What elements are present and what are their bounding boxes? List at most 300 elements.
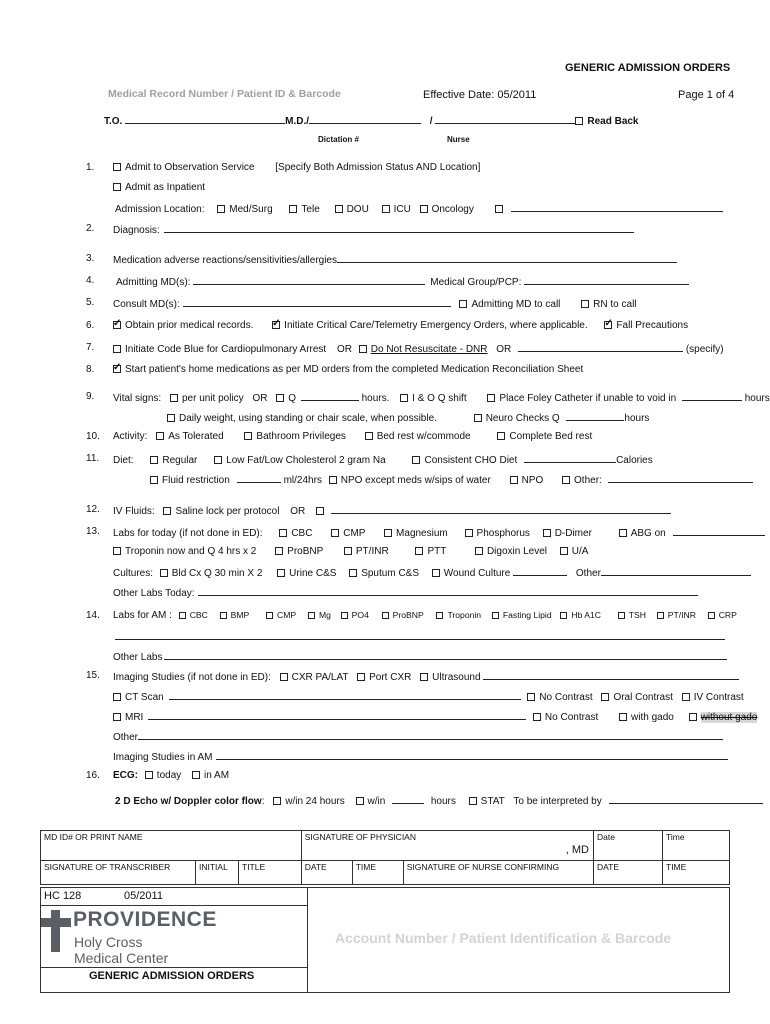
- item-15: [113, 670, 739, 683]
- cmp-checkbox[interactable]: [331, 529, 339, 537]
- mri-no-contrast-checkbox[interactable]: [533, 713, 541, 721]
- am-fasting-lipid-checkbox[interactable]: [492, 612, 499, 619]
- admitting-md-label: Admitting MD(s):: [116, 277, 191, 288]
- physician-signature-label: SIGNATURE OF PHYSICIAN: [304, 832, 416, 842]
- item-9: [113, 391, 770, 404]
- hours-label: hours: [744, 393, 770, 404]
- item-6: [113, 320, 688, 331]
- allergies-field[interactable]: [337, 253, 677, 263]
- am-pt-inr-label: PT/INR: [667, 610, 696, 620]
- other-labs-today-field[interactable]: [198, 586, 698, 596]
- nurse-signature-label: SIGNATURE OF NURSE CONFIRMING: [406, 862, 560, 872]
- rn-to-call-label: RN to call: [593, 299, 637, 310]
- wound-culture-label: Wound Culture: [443, 568, 511, 579]
- vitals-q-checkbox[interactable]: [276, 394, 284, 402]
- item-15e: [113, 750, 728, 763]
- time-cell[interactable]: [663, 831, 730, 861]
- admission-location-row: [115, 202, 723, 215]
- specify-status-note: [Specify Both Admission Status AND Location]: [275, 162, 481, 173]
- other-diet-label: Other:: [574, 475, 602, 486]
- with-gado-checkbox[interactable]: [619, 713, 627, 721]
- item-12: [113, 504, 671, 517]
- obtain-records-checkbox[interactable]: [113, 321, 121, 329]
- to-label: T.O.: [104, 116, 123, 127]
- or-label: OR: [337, 344, 352, 355]
- item-13b: [113, 546, 588, 557]
- bed-rest-commode-checkbox[interactable]: [365, 432, 373, 440]
- per-unit-label: per unit policy: [181, 393, 244, 404]
- consult-md-label: Consult MD(s):: [113, 299, 180, 310]
- fall-precautions-label: Fall Precautions: [616, 320, 689, 331]
- diagnosis-label: Diagnosis:: [113, 225, 160, 236]
- bld-cx-label: Bld Cx Q 30 min X 2: [171, 568, 263, 579]
- item-4: [116, 275, 689, 288]
- probnp-label: ProBNP: [287, 546, 324, 557]
- d-dimer-checkbox[interactable]: [543, 529, 551, 537]
- effective-date: Effective Date: 05/2011: [423, 89, 537, 101]
- foley-hours-field[interactable]: [682, 391, 742, 401]
- time3-cell[interactable]: [663, 861, 730, 885]
- item-number: 16.: [86, 770, 100, 781]
- code-blue-checkbox[interactable]: [113, 345, 121, 353]
- urine-cs-label: Urine C&S: [289, 568, 337, 579]
- bathroom-checkbox[interactable]: [244, 432, 252, 440]
- magnesium-checkbox[interactable]: [384, 529, 392, 537]
- time-label: Time: [666, 832, 685, 842]
- cultures-label: Cultures:: [113, 568, 154, 579]
- transcriber-label: SIGNATURE OF TRANSCRIBER: [44, 862, 171, 872]
- calories-field[interactable]: [524, 453, 616, 463]
- home-meds-label: Start patient's home medications as per MD orders from the completed Medication Reconciliation Sheet: [125, 364, 584, 375]
- item-number: 6.: [86, 320, 95, 331]
- ecg-today-label: today: [156, 770, 182, 781]
- interpreted-by-label: To be interpreted by: [513, 796, 602, 807]
- digoxin-label: Digoxin Level: [486, 546, 547, 557]
- item-number: 12.: [86, 504, 100, 515]
- cxr-label: CXR PA/LAT: [291, 672, 349, 683]
- imaging-am-field[interactable]: [216, 750, 728, 760]
- item-14: [113, 610, 737, 621]
- account-placeholder: Account Number / Patient Identification & Barcode: [335, 930, 672, 946]
- dictation-label: Dictation #: [318, 135, 359, 144]
- brand-name: PROVIDENCE: [73, 908, 217, 931]
- ct-scan-field[interactable]: [169, 690, 521, 700]
- md-suffix: , MD: [565, 844, 589, 856]
- phosphorus-label: Phosphorus: [476, 528, 530, 539]
- vitals-q-field[interactable]: [301, 391, 359, 401]
- regular-diet-checkbox[interactable]: [150, 456, 158, 464]
- pt-inr-checkbox[interactable]: [344, 547, 352, 555]
- physician-signature-cell[interactable]: [301, 831, 593, 861]
- complete-bed-rest-label: Complete Bed rest: [509, 431, 593, 442]
- bathroom-label: Bathroom Privileges: [256, 431, 346, 442]
- stat-label: STAT: [480, 796, 505, 807]
- item-number: 2.: [86, 223, 95, 234]
- npo-except-checkbox[interactable]: [329, 476, 337, 484]
- item-number: 7.: [86, 342, 95, 353]
- echo-label: 2 D Echo w/ Doppler color flow: [115, 796, 262, 807]
- neuro-checks-field[interactable]: [566, 411, 624, 421]
- read-back-checkbox[interactable]: [575, 117, 583, 125]
- facility-section: [41, 888, 308, 992]
- fluid-restriction-label: Fluid restriction: [162, 475, 230, 486]
- am-po4-label: PO4: [351, 610, 369, 620]
- code-status-other-field[interactable]: [518, 342, 683, 352]
- admit-inpatient-row: [113, 182, 205, 193]
- date3-cell[interactable]: [594, 861, 663, 885]
- troponin-label: Troponin now and Q 4 hrs x 2: [125, 546, 257, 557]
- port-cxr-checkbox[interactable]: [357, 673, 365, 681]
- ptt-checkbox[interactable]: [415, 547, 423, 555]
- ptt-label: PTT: [427, 546, 447, 557]
- nurse-label: Nurse: [447, 135, 470, 144]
- imaging-label: Imaging Studies (if not done in ED):: [113, 672, 271, 683]
- medical-group-field[interactable]: [524, 275, 689, 285]
- icu-label: ICU: [393, 204, 411, 215]
- am-troponin-checkbox[interactable]: [436, 612, 443, 619]
- am-crp-checkbox[interactable]: [708, 612, 715, 619]
- am-crp-label: CRP: [718, 610, 737, 620]
- item-number: 13.: [86, 526, 100, 537]
- mri-no-contrast-label: No Contrast: [544, 712, 599, 723]
- other-location-checkbox[interactable]: [495, 205, 503, 213]
- labs-today-label: Labs for today (if not done in ED):: [113, 528, 263, 539]
- am-cmp-label: CMP: [277, 610, 297, 620]
- or-label: OR: [496, 344, 512, 355]
- urine-cs-checkbox[interactable]: [277, 569, 285, 577]
- cmp-label: CMP: [343, 528, 366, 539]
- abg-label: ABG on: [630, 528, 666, 539]
- facility-line2: Medical Center: [74, 950, 169, 966]
- am-tsh-label: TSH: [628, 610, 646, 620]
- admit-obs-checkbox[interactable]: [113, 163, 121, 171]
- ua-label: U/A: [571, 546, 589, 557]
- port-cxr-label: Port CXR: [369, 672, 412, 683]
- time3-label: TIME: [666, 862, 687, 872]
- item-15b: [113, 690, 744, 703]
- admit-inpatient-checkbox[interactable]: [113, 183, 121, 191]
- am-fasting-lipid-label: Fasting Lipid: [502, 610, 552, 620]
- am-cmp-checkbox[interactable]: [266, 612, 273, 619]
- imaging-am-label: Imaging Studies in AM: [113, 752, 213, 763]
- ecg-label: ECG: [113, 770, 135, 781]
- item-number: 8.: [86, 364, 95, 375]
- am-labs-extra-line[interactable]: [115, 631, 725, 640]
- fluid-restriction-field[interactable]: [237, 473, 281, 483]
- hours-label: hours: [430, 796, 456, 807]
- oncology-label: Oncology: [431, 204, 474, 215]
- or-label: OR: [252, 393, 268, 404]
- icu-checkbox[interactable]: [382, 205, 390, 213]
- item-1: [113, 162, 480, 173]
- item-16: ECG: today in AM: [113, 770, 230, 781]
- consult-md-field[interactable]: [183, 297, 451, 307]
- form-code-row: [41, 888, 307, 906]
- cbc-label: CBC: [291, 528, 313, 539]
- iv-fluids-field[interactable]: [331, 504, 671, 514]
- date3-label: DATE: [597, 862, 620, 872]
- npo-label: NPO: [521, 475, 544, 486]
- read-back-label: Read Back: [587, 116, 639, 127]
- probnp-checkbox[interactable]: [275, 547, 283, 555]
- item-14b: [113, 650, 727, 663]
- daily-weight-checkbox[interactable]: [167, 414, 175, 422]
- diet-label: Diet:: [113, 455, 134, 466]
- mri-field[interactable]: [148, 710, 526, 720]
- initial-cell[interactable]: [196, 861, 239, 885]
- regular-label: Regular: [162, 455, 198, 466]
- other-imaging-field[interactable]: [138, 730, 723, 740]
- low-fat-checkbox[interactable]: [214, 456, 222, 464]
- form-code: HC 128: [44, 890, 82, 902]
- abg-checkbox[interactable]: [619, 529, 627, 537]
- am-po4-checkbox[interactable]: [341, 612, 348, 619]
- item-number: 4.: [86, 275, 95, 286]
- am-cbc-label: CBC: [189, 610, 208, 620]
- rn-to-call-checkbox[interactable]: [581, 300, 589, 308]
- item-number: 11.: [86, 453, 100, 464]
- bed-rest-commode-label: Bed rest w/commode: [376, 431, 471, 442]
- am-pt-inr-checkbox[interactable]: [657, 612, 664, 619]
- transcriber-cell[interactable]: [41, 861, 196, 885]
- mrn-placeholder: Medical Record Number / Patient ID & Barcode: [108, 88, 341, 100]
- mri-label: MRI: [125, 712, 144, 723]
- footer-form-name: GENERIC ADMISSION ORDERS: [89, 970, 255, 982]
- ct-scan-label: CT Scan: [125, 692, 164, 703]
- calories-label: Calories: [616, 455, 653, 466]
- iv-contrast-label: IV Contrast: [693, 692, 744, 703]
- magnesium-label: Magnesium: [396, 528, 448, 539]
- am-bmp-checkbox[interactable]: [220, 612, 227, 619]
- ultrasound-field[interactable]: [483, 670, 739, 680]
- foley-checkbox[interactable]: [487, 394, 495, 402]
- item-3: [113, 253, 677, 266]
- abg-field[interactable]: [673, 526, 765, 536]
- io-shift-checkbox[interactable]: [400, 394, 408, 402]
- sputum-cs-label: Sputum C&S: [361, 568, 420, 579]
- am-mg-checkbox[interactable]: [308, 612, 315, 619]
- item-8: [113, 364, 583, 375]
- saline-lock-label: Saline lock per protocol: [175, 506, 280, 517]
- daily-weight-label: Daily weight, using standing or chair scale, when possible.: [179, 413, 437, 424]
- with-gado-label: with gado: [631, 712, 674, 723]
- item-11: [113, 453, 653, 466]
- date-label: Date: [597, 832, 615, 842]
- tele-label: Tele: [301, 204, 320, 215]
- ultrasound-checkbox[interactable]: [420, 673, 428, 681]
- ultrasound-label: Ultrasound: [432, 672, 481, 683]
- complete-bed-rest-checkbox[interactable]: [497, 432, 505, 440]
- am-probnp-label: ProBNP: [392, 610, 424, 620]
- tele-checkbox[interactable]: [289, 205, 297, 213]
- echo-win-label: w/in: [367, 796, 386, 807]
- time2-label: TIME: [355, 862, 376, 872]
- other-location-field[interactable]: [511, 202, 723, 212]
- item-11b: [150, 473, 753, 486]
- neuro-checks-label: Neuro Checks Q: [485, 413, 560, 424]
- item-number: 10.: [86, 431, 100, 442]
- item-16b: 2 D Echo w/ Doppler color flow: w/in 24 hours w/in hours STAT To be interpreted by: [115, 794, 763, 807]
- am-mg-label: Mg: [318, 610, 331, 620]
- time2-cell[interactable]: [352, 861, 403, 885]
- saline-lock-checkbox[interactable]: [163, 507, 171, 515]
- footer-box: [40, 887, 730, 993]
- am-probnp-checkbox[interactable]: [382, 612, 389, 619]
- item-15c: [113, 710, 757, 723]
- admitting-to-call-label: Admitting MD to call: [471, 299, 561, 310]
- am-hba1c-checkbox[interactable]: [560, 612, 567, 619]
- other-labs-label: Other Labs: [113, 652, 163, 663]
- other-imaging-label: Other: [113, 732, 139, 743]
- dou-checkbox[interactable]: [335, 205, 343, 213]
- wound-culture-field[interactable]: [513, 566, 567, 576]
- other-diet-checkbox[interactable]: [562, 476, 570, 484]
- iv-fluids-label: IV Fluids:: [113, 506, 155, 517]
- vital-signs-label: Vital signs:: [113, 393, 162, 404]
- fluid-restriction-checkbox[interactable]: [150, 476, 158, 484]
- other-labs-today-label: Other Labs Today:: [113, 588, 195, 599]
- form-title: GENERIC ADMISSION ORDERS: [565, 62, 731, 74]
- bld-cx-checkbox[interactable]: [160, 569, 168, 577]
- am-hba1c-label: Hb A1C: [571, 610, 602, 620]
- signature-table: [40, 830, 730, 885]
- other-culture-label: Other: [575, 568, 601, 579]
- mri-checkbox[interactable]: [113, 713, 121, 721]
- dnr-checkbox[interactable]: [359, 345, 367, 353]
- admission-location-label: Admission Location:: [115, 204, 205, 215]
- other-culture-field[interactable]: [601, 566, 751, 576]
- q-label: Q: [288, 393, 297, 404]
- md-id-cell[interactable]: [41, 831, 302, 861]
- phosphorus-checkbox[interactable]: [465, 529, 473, 537]
- item-number: 1.: [86, 162, 95, 173]
- hours-label: hours: [624, 413, 650, 424]
- item-number: 9.: [86, 391, 95, 402]
- ecg-today-checkbox[interactable]: [145, 771, 153, 779]
- title-cell[interactable]: [239, 861, 302, 885]
- as-tolerated-checkbox[interactable]: [156, 432, 164, 440]
- item-2: [113, 223, 634, 236]
- oral-contrast-label: Oral Contrast: [613, 692, 673, 703]
- admitting-md-field[interactable]: [193, 275, 425, 285]
- telephone-order-line: [104, 114, 639, 127]
- other-diet-field[interactable]: [608, 473, 753, 483]
- item-number: 14.: [86, 610, 100, 621]
- cxr-checkbox[interactable]: [280, 673, 288, 681]
- am-troponin-label: Troponin: [447, 610, 482, 620]
- item-number: 5.: [86, 297, 95, 308]
- facility-line1: Holy Cross: [74, 934, 143, 950]
- ct-scan-checkbox[interactable]: [113, 693, 121, 701]
- specify-label: (specify): [685, 344, 724, 355]
- fall-precautions-checkbox[interactable]: [604, 321, 612, 329]
- cbc-checkbox[interactable]: [279, 529, 287, 537]
- io-shift-label: I & O Q shift: [412, 393, 467, 404]
- echo-win-checkbox[interactable]: [356, 797, 364, 805]
- med-surg-checkbox[interactable]: [217, 205, 225, 213]
- medical-group-label: Medical Group/PCP:: [430, 277, 522, 288]
- initial-label: INITIAL: [199, 862, 228, 872]
- activity-label: Activity:: [113, 431, 148, 442]
- am-tsh-checkbox[interactable]: [618, 612, 625, 619]
- obtain-records-label: Obtain prior medical records.: [125, 320, 254, 331]
- troponin-checkbox[interactable]: [113, 547, 121, 555]
- critical-care-checkbox[interactable]: [272, 321, 280, 329]
- echo-hours-field[interactable]: [392, 794, 424, 804]
- digoxin-checkbox[interactable]: [475, 547, 483, 555]
- without-gado-checkbox[interactable]: [689, 713, 697, 721]
- oral-contrast-checkbox[interactable]: [601, 693, 609, 701]
- admitting-to-call-checkbox[interactable]: [459, 300, 467, 308]
- without-gado-label: without gado: [700, 712, 758, 723]
- ct-no-contrast-checkbox[interactable]: [527, 693, 535, 701]
- providence-cross-icon: [41, 910, 71, 950]
- item-15d: [113, 730, 723, 743]
- allergies-label: Medication adverse reactions/sensitivities/allergies: [113, 255, 337, 266]
- item-9b: [167, 411, 649, 424]
- ecg-am-checkbox[interactable]: [192, 771, 200, 779]
- wound-culture-checkbox[interactable]: [432, 569, 440, 577]
- labs-am-label: Labs for AM :: [113, 610, 172, 621]
- echo-24h-checkbox[interactable]: [273, 797, 281, 805]
- consistent-cho-checkbox[interactable]: [412, 456, 420, 464]
- or-label: OR: [290, 506, 306, 517]
- item-number: 3.: [86, 253, 95, 264]
- neuro-checks-checkbox[interactable]: [474, 414, 482, 422]
- foley-label: Place Foley Catheter if unable to void in: [499, 393, 677, 404]
- item-number: 15.: [86, 670, 100, 681]
- diagnosis-field[interactable]: [164, 223, 634, 233]
- iv-other-checkbox[interactable]: [316, 507, 324, 515]
- admit-inpatient-label: Admit as Inpatient: [125, 182, 206, 193]
- pt-inr-label: PT/INR: [355, 546, 389, 557]
- am-bmp-label: BMP: [230, 610, 250, 620]
- item-13: [113, 526, 765, 539]
- ct-no-contrast-label: No Contrast: [539, 692, 593, 703]
- slash: /: [429, 116, 433, 127]
- date2-cell[interactable]: [301, 861, 352, 885]
- sputum-cs-checkbox[interactable]: [349, 569, 357, 577]
- stat-checkbox[interactable]: [469, 797, 477, 805]
- am-cbc-checkbox[interactable]: [179, 612, 186, 619]
- ml24-label: ml/24hrs: [283, 475, 322, 486]
- per-unit-checkbox[interactable]: [170, 394, 178, 402]
- item-10: [113, 431, 592, 442]
- home-meds-checkbox[interactable]: [113, 365, 121, 373]
- interpreted-by-field[interactable]: [609, 794, 763, 804]
- low-fat-label: Low Fat/Low Cholesterol 2 gram Na: [226, 455, 386, 466]
- code-blue-label: Initiate Code Blue for Cardiopulmonary Arrest: [125, 344, 327, 355]
- admit-obs-label: Admit to Observation Service: [125, 162, 255, 173]
- other-labs-field[interactable]: [164, 650, 727, 660]
- item-5: [113, 297, 637, 310]
- npo-checkbox[interactable]: [510, 476, 518, 484]
- date-cell[interactable]: [594, 831, 663, 861]
- nurse-signature-cell[interactable]: [403, 861, 593, 885]
- md-id-label: MD ID# OR PRINT NAME: [44, 832, 143, 842]
- dou-label: DOU: [346, 204, 369, 215]
- echo-24h-label: w/in 24 hours: [285, 796, 345, 807]
- as-tolerated-label: As Tolerated: [168, 431, 224, 442]
- consistent-cho-label: Consistent CHO Diet: [424, 455, 518, 466]
- date2-label: DATE: [304, 862, 327, 872]
- ecg-am-label: in AM: [204, 770, 230, 781]
- form-date: 05/2011: [124, 890, 163, 902]
- d-dimer-label: D-Dimer: [554, 528, 592, 539]
- oncology-checkbox[interactable]: [420, 205, 428, 213]
- iv-contrast-checkbox[interactable]: [682, 693, 690, 701]
- ua-checkbox[interactable]: [560, 547, 568, 555]
